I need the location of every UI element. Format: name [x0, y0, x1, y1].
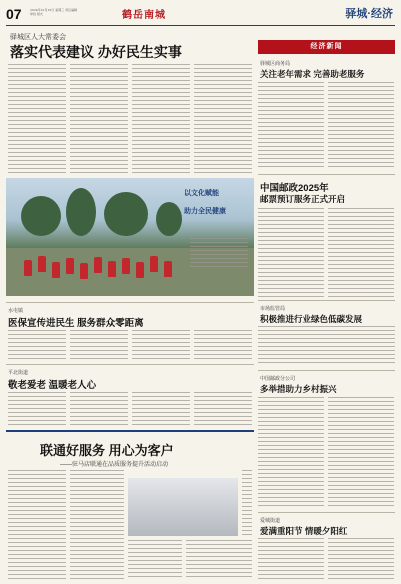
divider	[6, 430, 254, 432]
mid2-text-d	[194, 392, 252, 426]
page-number: 07	[6, 6, 22, 22]
header-rule	[6, 25, 395, 26]
brief2-subtitle: 邮票预订服务正式开启	[260, 194, 346, 204]
divider	[258, 512, 395, 513]
brief4-kicker: 中国邮政分公司	[260, 376, 296, 382]
mid1-kicker: 水屯镇	[8, 308, 24, 314]
lead-column-3	[132, 64, 190, 174]
brief4-text-b	[328, 397, 394, 507]
photo-caption-line2: 助力全民健康	[184, 208, 226, 215]
divider	[258, 174, 395, 175]
photo-caption	[184, 188, 244, 228]
bottom-text-e	[242, 470, 252, 536]
bottom-text-b	[70, 470, 124, 580]
lead-column-1	[8, 64, 66, 174]
bottom-subhead: ——驻马店联通在品质服务提升活动启动	[60, 462, 169, 468]
mid1-text-a	[8, 330, 66, 360]
mid2-text-c	[132, 392, 190, 426]
brief1-title: 关注老年需求 完善助老服务	[260, 69, 365, 79]
brief5-text-b	[328, 538, 394, 580]
lead-headline: 落实代表建议 办好民生实事	[10, 44, 182, 60]
brief4-text-a	[258, 397, 324, 507]
news-banner: 经济新闻	[258, 40, 395, 54]
section-title: 驿城·经济	[345, 8, 393, 20]
brief2-text-b	[328, 208, 394, 298]
mid1-text-c	[132, 330, 190, 360]
mid1-title: 医保宣传进民生 服务群众零距离	[8, 318, 144, 329]
brief3-kicker: 市场监管局	[260, 306, 286, 312]
divider	[258, 300, 395, 301]
brief3-title: 积极推进行业绿色低碳发展	[260, 314, 363, 324]
bottom-text-d	[186, 540, 252, 580]
newspaper-name: 鹤岳南城	[122, 10, 166, 21]
lead-column-4	[194, 64, 252, 174]
bottom-headline: 联通好服务 用心为客户	[40, 443, 174, 458]
divider	[258, 370, 395, 371]
brief1-text-b	[328, 82, 394, 170]
brief3-text	[258, 326, 395, 366]
lead-kicker: 驿城区人大常委会	[10, 34, 66, 41]
divider	[6, 302, 254, 303]
photo-caption-line1: 以文化赋能	[184, 190, 219, 197]
divider	[6, 364, 254, 365]
brief4-title: 多举措助力乡村振兴	[260, 384, 337, 394]
photo-caption-text	[190, 238, 248, 268]
brief5-kicker: 爱城街道	[260, 518, 281, 524]
brief1-text-a	[258, 82, 324, 170]
lead-column-2	[70, 64, 128, 174]
bottom-text-a	[8, 470, 66, 580]
brief1-kicker: 驿城区商务局	[260, 61, 291, 67]
mid2-kicker: 平北街道	[8, 370, 29, 376]
bottom-photo	[128, 478, 238, 536]
mid2-title: 敬老爱老 温暖老人心	[8, 380, 97, 391]
mid2-text-b	[70, 392, 128, 426]
date-line: 2024年10月16日 星期三 责任编辑 审校 版式	[30, 8, 78, 16]
bottom-text-c	[128, 540, 182, 580]
mid1-text-b	[70, 330, 128, 360]
mid1-text-d	[194, 330, 252, 360]
brief5-title: 爱满重阳节 情暖夕阳红	[260, 526, 348, 536]
brief5-text-a	[258, 538, 324, 580]
brief2-title: 中国邮政2025年	[260, 183, 329, 194]
brief2-text-a	[258, 208, 324, 298]
mid2-text-a	[8, 392, 66, 426]
